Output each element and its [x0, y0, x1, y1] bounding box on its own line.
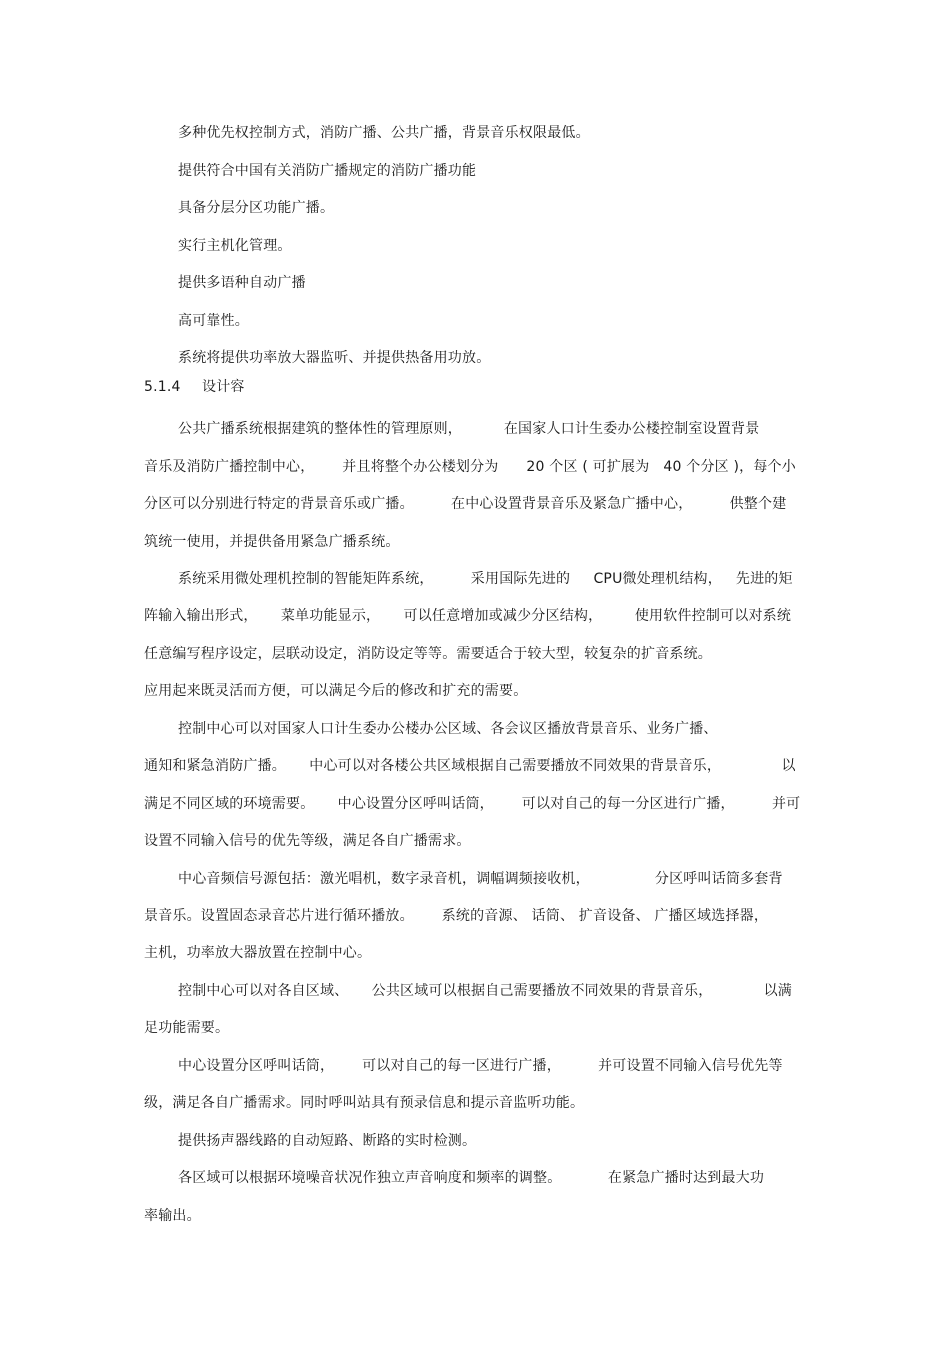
paragraph-line: 中心音频信号源包括：激光唱机，数字录音机，调幅调频接收机， 分区呼叫话筒多套背 [178, 871, 783, 887]
paragraph-line: 任意编写程序设定，层联动设定，消防设定等等。需要适合于较大型，较复杂的扩音系统。 [144, 646, 712, 662]
section-title: 设计容 [202, 379, 245, 395]
paragraph-line: 中心设置分区呼叫话筒， 可以对自己的每一区进行广播， 并可设置不同输入信号优先等 [178, 1058, 783, 1074]
paragraph-line: 设置不同输入信号的优先等级，满足各自广播需求。 [144, 833, 471, 849]
paragraph-line: 通知和紧急消防广播。 中心可以对各楼公共区域根据自己需要播放不同效果的背景音乐， 以 [144, 758, 796, 774]
paragraph-line: 满足不同区域的环境需要。 中心设置分区呼叫话筒， 可以对自己的每一分区进行广播， 并可 [144, 796, 801, 812]
paragraph-line: 公共广播系统根据建筑的整体性的管理原则， 在国家人口计生委办公楼控制室设置背景 [178, 421, 760, 437]
paragraph-line: 级，满足各自广播需求。同时呼叫站具有预录信息和提示音监听功能。 [144, 1095, 585, 1111]
paragraph-line: 足功能需要。 [144, 1020, 230, 1036]
paragraph-line: 率输出。 [144, 1208, 201, 1224]
paragraph-line: 提供扬声器线路的自动短路、断路的实时检测。 [178, 1133, 477, 1149]
feature-item: 多种优先权控制方式，消防广播、公共广播，背景音乐权限最低。 [178, 125, 590, 141]
paragraph-line: 控制中心可以对各自区域、 公共区域可以根据自己需要播放不同效果的背景音乐， 以满 [178, 983, 793, 999]
paragraph-line: 应用起来既灵活而方便，可以满足今后的修改和扩充的需要。 [144, 683, 528, 699]
paragraph-line: 音乐及消防广播控制中心， 并且将整个办公楼划分为 20 个区 ( 可扩展为 40 个分区 )，每个小 [144, 459, 796, 475]
section-number: 5.1.4 [144, 379, 181, 395]
paragraph-line: 系统采用微处理机控制的智能矩阵系统， 采用国际先进的 CPU微处理机结构， 先进的矩 [178, 571, 793, 587]
paragraph-line: 控制中心可以对国家人口计生委办公楼办公区域、各会议区播放背景音乐、业务广播、 [178, 721, 718, 737]
feature-item: 提供多语种自动广播 [178, 275, 306, 291]
feature-item: 具备分层分区功能广播。 [178, 200, 335, 216]
paragraph-line: 各区域可以根据环境噪音状况作独立声音响度和频率的调整。 在紧急广播时达到最大功 [178, 1170, 765, 1186]
feature-item: 系统将提供功率放大器监听、并提供热备用功放。 [178, 350, 491, 366]
paragraph-line: 分区可以分别进行特定的背景音乐或广播。 在中心设置背景音乐及紧急广播中心， 供整个建 [144, 496, 787, 512]
paragraph-line: 主机，功率放大器放置在控制中心。 [144, 945, 372, 961]
feature-item: 提供符合中国有关消防广播规定的消防广播功能 [178, 163, 477, 179]
paragraph-line: 景音乐。设置固态录音芯片进行循环播放。 系统的音源、 话筒、 扩音设备、 广播区域选择器， [144, 908, 769, 924]
paragraph-line: 筑统一使用，并提供备用紧急广播系统。 [144, 534, 400, 550]
feature-item: 实行主机化管理。 [178, 238, 292, 254]
feature-item: 高可靠性。 [178, 313, 249, 329]
paragraph-line: 阵输入输出形式， 菜单功能显示， 可以任意增加或减少分区结构， 使用软件控制可以对系统 [144, 608, 792, 624]
